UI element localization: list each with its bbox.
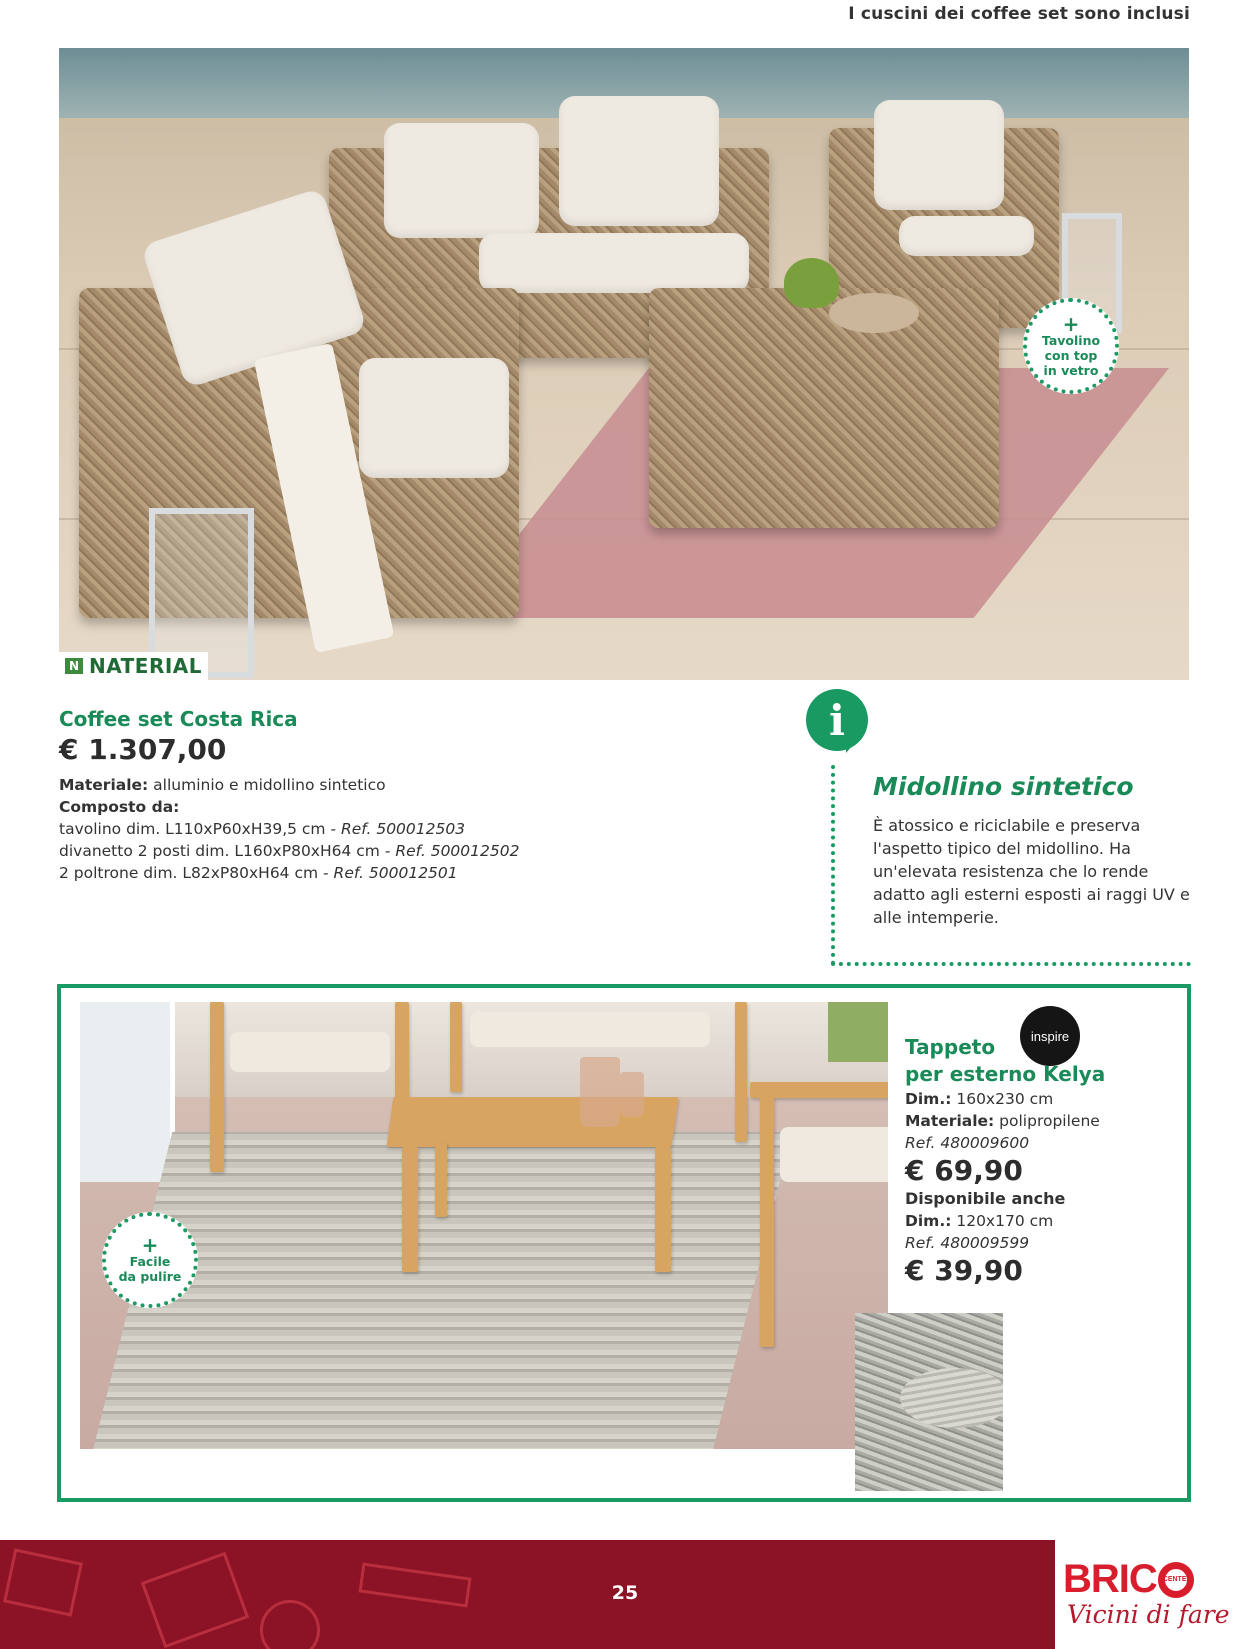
chair-frame bbox=[760, 1097, 774, 1347]
badge-line: in vetro bbox=[1043, 362, 1099, 378]
alt-reference-code: Ref. 480009599 bbox=[905, 1234, 1030, 1252]
logo-o-icon: CENTER bbox=[1158, 1562, 1194, 1598]
info-divider-vertical bbox=[831, 765, 835, 965]
product-price: € 69,90 bbox=[905, 1154, 1023, 1187]
armchair-cushion bbox=[874, 100, 1004, 210]
product-coffee-set bbox=[59, 707, 779, 884]
sofa-back-cushion bbox=[559, 96, 719, 226]
component-line: tavolino dim. L110xP60xH39,5 cm - Ref. 500012503 bbox=[59, 820, 466, 838]
tool-sketch-icon bbox=[3, 1548, 83, 1616]
carafe bbox=[580, 1057, 620, 1127]
naterial-brand-label bbox=[59, 652, 208, 680]
alt-dimension-line: Dim.: 120x170 cm bbox=[905, 1212, 1054, 1230]
chair-cushion bbox=[780, 1127, 888, 1182]
tool-sketch-icon bbox=[358, 1562, 471, 1607]
product-title-line: Tappeto bbox=[905, 1035, 996, 1059]
inspire-brand-badge: inspire bbox=[1020, 1006, 1080, 1066]
material-value: alluminio e midollino sintetico bbox=[148, 776, 386, 794]
dimension-line: Dim.: 160x230 cm bbox=[905, 1090, 1054, 1108]
window bbox=[80, 1002, 175, 1182]
material-line bbox=[59, 774, 779, 796]
badge-line: da pulire bbox=[118, 1269, 182, 1284]
component-line: 2 poltrone dim. L82xP80xH64 cm - Ref. 500012501 bbox=[59, 864, 458, 882]
coffee-table bbox=[649, 288, 999, 528]
badge-line: Tavolino bbox=[1041, 332, 1101, 348]
product-title-line: per esterno Kelya bbox=[905, 1062, 1106, 1086]
badge-line: Facile bbox=[129, 1254, 171, 1269]
component-line: divanetto 2 posti dim. L160xP80xH64 cm - Ref. 500012502 bbox=[59, 842, 520, 860]
sofa-back-cushion bbox=[384, 123, 539, 238]
alt-product-price: € 39,90 bbox=[905, 1254, 1023, 1287]
feature-badge-glass-top bbox=[1023, 298, 1119, 394]
feature-badge-easy-clean bbox=[102, 1212, 198, 1308]
naterial-logo-icon: N bbox=[65, 658, 83, 674]
logo-text: BRIC bbox=[1063, 1557, 1157, 1601]
sofa-cushion bbox=[470, 1012, 710, 1047]
table-leg bbox=[435, 1142, 447, 1217]
product-price: € 1.307,00 bbox=[59, 733, 227, 766]
material-line: Materiale: polipropilene bbox=[905, 1112, 1100, 1130]
footer-bar bbox=[0, 1540, 1055, 1649]
plus-icon: + bbox=[141, 1233, 159, 1257]
product-title: Coffee set Costa Rica bbox=[59, 707, 298, 731]
product-rug-kelya bbox=[905, 1034, 1145, 1288]
page-number: 25 bbox=[611, 1582, 639, 1604]
hero-photo-coffee-set bbox=[59, 48, 1189, 680]
table-leg bbox=[655, 1147, 671, 1272]
badge-line: con top bbox=[1044, 347, 1098, 363]
brico-center-logo bbox=[1063, 1557, 1233, 1637]
plus-icon: + bbox=[1062, 311, 1080, 336]
brand-tagline: Vicini di fare bbox=[1067, 1600, 1230, 1629]
sofa-frame bbox=[450, 1002, 462, 1092]
sofa-frame bbox=[735, 1002, 747, 1142]
photo-rug-outdoor bbox=[80, 1002, 888, 1449]
info-text: È atossico e riciclabile e preserva l'aspetto tipico del midollino. Ha un'elevata resistenza che lo rende adatto agli esterni esposti ai raggi UV e alle intemperie. bbox=[873, 816, 1190, 927]
armchair-seat-cushion bbox=[899, 216, 1034, 256]
info-divider-horizontal bbox=[831, 962, 1191, 966]
armchair-seat-cushion bbox=[359, 358, 509, 478]
info-title: Midollino sintetico bbox=[873, 772, 1134, 801]
info-icon: i bbox=[806, 689, 868, 751]
rug-detail-photo bbox=[855, 1313, 1003, 1491]
chair-cushion bbox=[230, 1032, 390, 1072]
brand-logo bbox=[1063, 1557, 1233, 1602]
glass bbox=[620, 1072, 644, 1117]
also-available-label: Disponibile anche bbox=[905, 1189, 1066, 1208]
decor-bowl bbox=[829, 293, 919, 333]
rug-curl bbox=[900, 1368, 1003, 1428]
tool-sketch-icon bbox=[141, 1552, 250, 1649]
garden-background bbox=[828, 1002, 888, 1062]
composed-label: Composto da: bbox=[59, 798, 180, 816]
chair-armrest bbox=[750, 1082, 888, 1098]
chair-frame bbox=[210, 1002, 224, 1172]
header-note: I cuscini dei coffee set sono inclusi bbox=[848, 4, 1190, 24]
reference-code: Ref. 500012503 bbox=[340, 820, 466, 838]
tool-sketch-icon bbox=[260, 1600, 320, 1649]
reference-code: Ref. 480009600 bbox=[905, 1134, 1030, 1152]
product-specs bbox=[59, 774, 779, 884]
reference-code: Ref. 500012502 bbox=[395, 842, 520, 860]
sofa-seat-cushion bbox=[479, 233, 749, 293]
reference-code: Ref. 500012501 bbox=[333, 864, 458, 882]
naterial-brand-name: NATERIAL bbox=[89, 654, 203, 678]
table-leg bbox=[402, 1147, 418, 1272]
potted-plant bbox=[784, 258, 839, 308]
material-label: Materiale: bbox=[59, 776, 149, 794]
